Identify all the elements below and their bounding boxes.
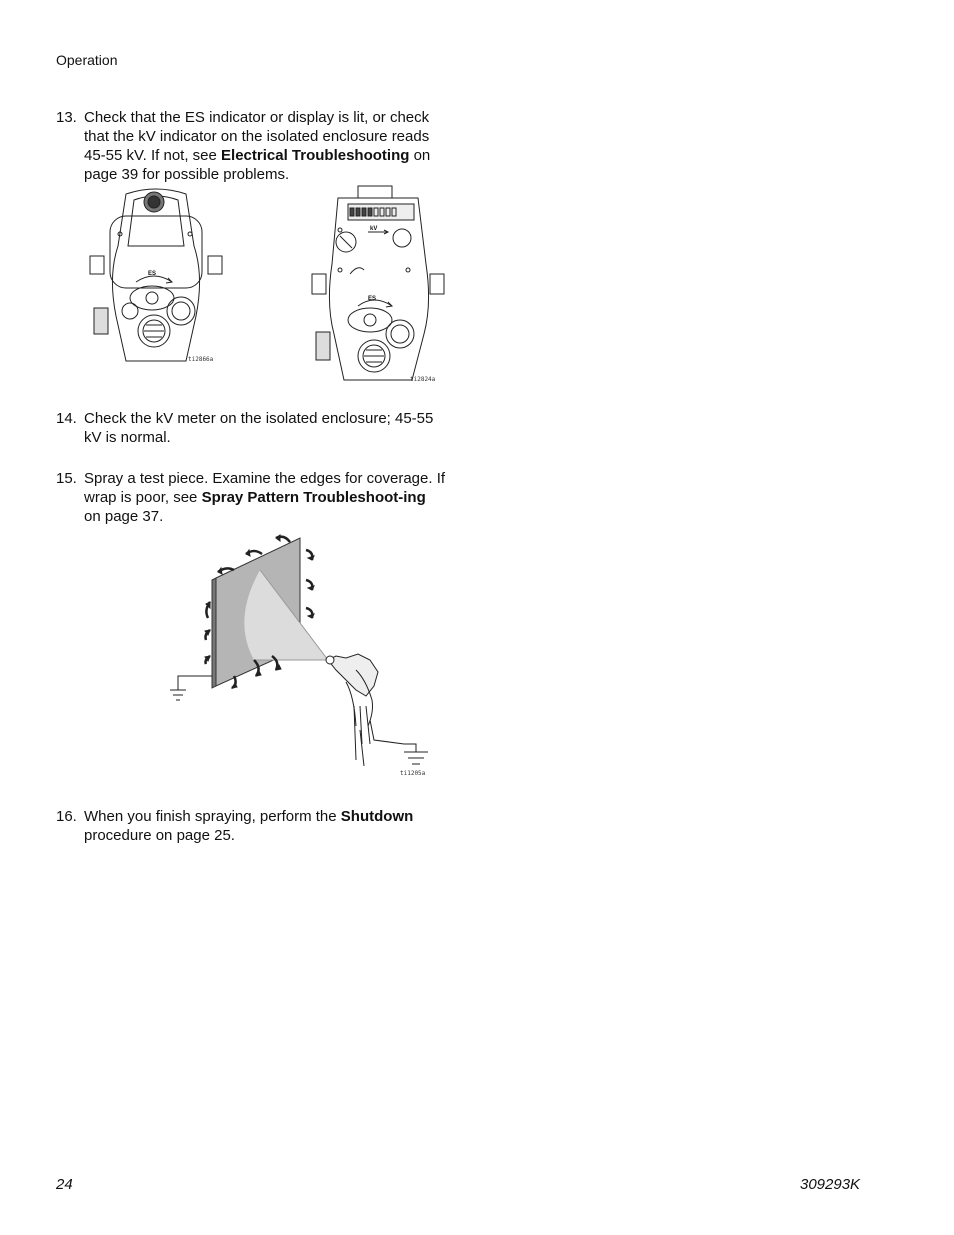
step-number: 14.	[56, 410, 77, 427]
step-13	[56, 108, 446, 184]
section-header: Operation	[56, 52, 118, 68]
gun-rear-view-left	[86, 186, 226, 366]
gun-rear-view-right	[308, 184, 448, 384]
link-spray-pattern-troubleshooting: Spray Pattern Troubleshoot-ing	[201, 489, 426, 506]
es-label: ES	[148, 271, 157, 277]
step-text: When you finish spraying, perform the Shutdown procedure on page 25.	[84, 808, 414, 844]
step-15	[56, 469, 446, 526]
step-text: Check that the ES indicator or display is lit, or check that the kV indicator on the isolated enclosure reads 45-55 kV. If not, see Electrical Troubleshooting on page 39 for possible problems.	[84, 109, 431, 183]
link-electrical-troubleshooting: Electrical Troubleshooting	[221, 147, 410, 164]
figure-reference: ti2824a	[410, 376, 436, 383]
figure-reference: ti1205a	[400, 770, 426, 777]
link-shutdown: Shutdown	[340, 808, 414, 825]
es-label: ES	[368, 296, 377, 302]
document-number: 309293K	[800, 1176, 861, 1193]
step-number: 13.	[56, 109, 77, 126]
step-14	[56, 409, 446, 447]
kv-label: kV	[370, 226, 378, 232]
page-number: 24	[56, 1176, 73, 1193]
figure-reference: ti2866a	[188, 356, 214, 363]
step-number: 16.	[56, 808, 77, 825]
step-number: 15.	[56, 470, 77, 487]
step-text: Spray a test piece. Examine the edges for coverage. If wrap is poor, see Spray Pattern Troubleshoot-ing on page 37.	[84, 470, 446, 525]
spray-test-illustration	[160, 530, 440, 785]
step-16	[56, 807, 446, 845]
step-text: Check the kV meter on the isolated enclosure; 45-55 kV is normal.	[84, 410, 434, 446]
